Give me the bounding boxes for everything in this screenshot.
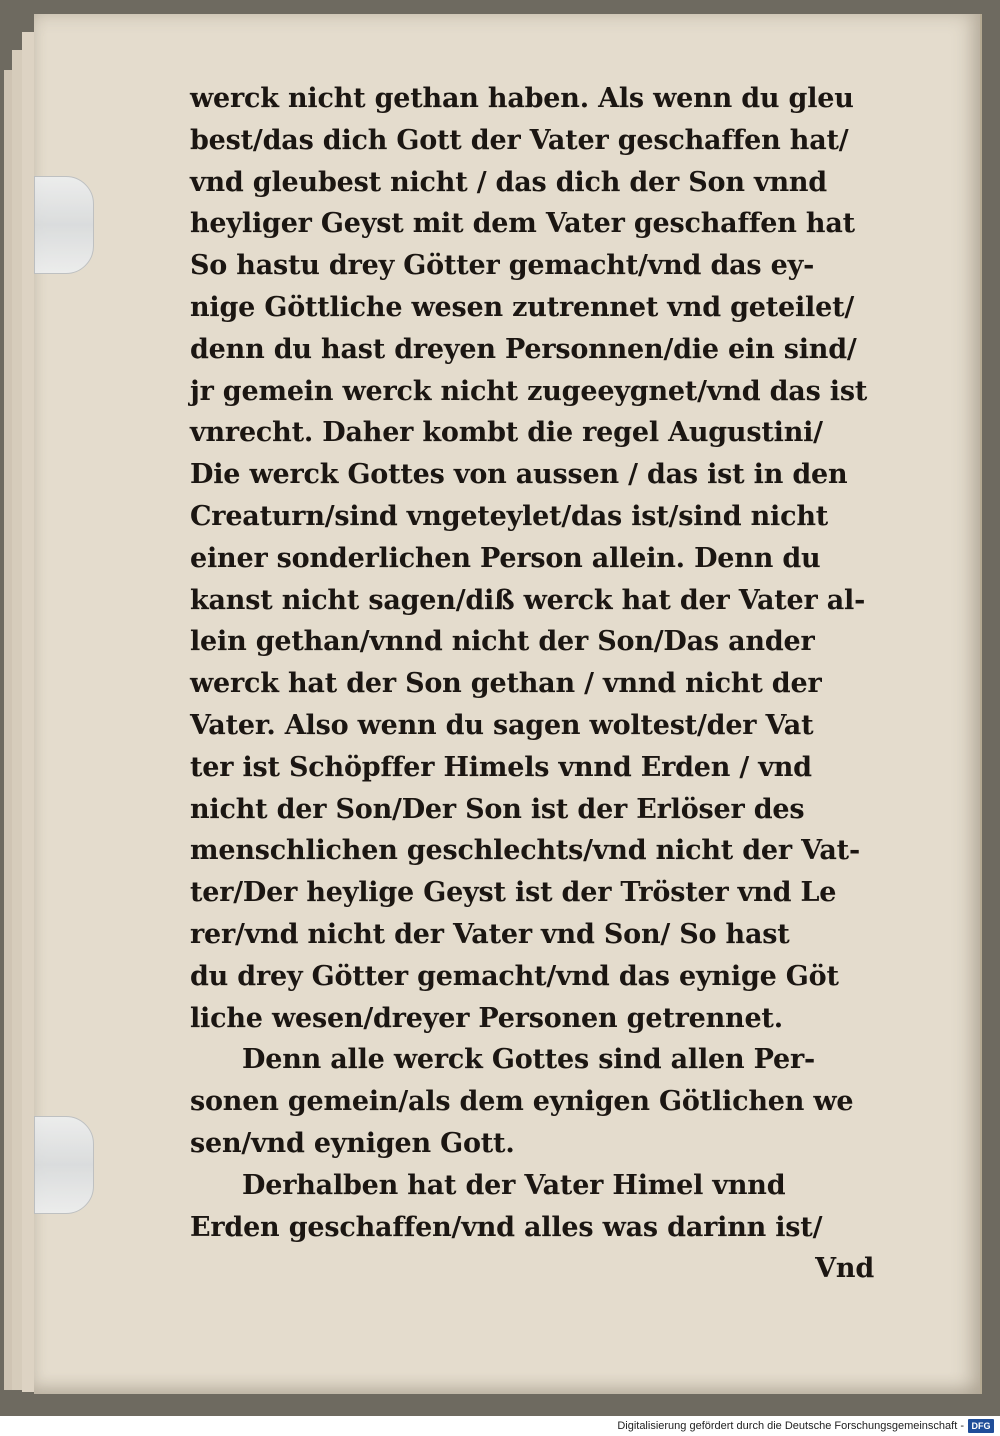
page-clip: [34, 1116, 94, 1214]
text-line: einer sonderlichen Person allein. Denn du: [190, 542, 821, 574]
footer-bar: [0, 1416, 1000, 1436]
text-line: menschlichen geschlechts/vnd nicht der Vat-: [190, 835, 860, 867]
text-line: werck nicht gethan haben. Als wenn du gleu: [190, 83, 854, 114]
text-line: kanst nicht sagen/diß werck hat der Vater al-: [190, 584, 866, 616]
dfg-logo-icon: DFG: [968, 1419, 994, 1433]
text-line: werck hat der Son gethan / vnnd nicht der: [190, 668, 822, 700]
text-line: Erden geschaffen/vnd alles was darinn ist/: [190, 1211, 823, 1243]
text-line: lein gethan/vnnd nicht der Son/Das ander: [190, 626, 815, 658]
text-line: Vater. Also wenn du sagen woltest/der Vat: [190, 709, 814, 741]
text-line: Creaturn/sind vngeteylet/das ist/sind nicht: [190, 500, 829, 532]
text-line: rer/vnd nicht der Vater vnd Son/ So hast: [190, 918, 790, 950]
catchword: Vnd: [815, 1253, 874, 1285]
text-line: nicht der Son/Der Son ist der Erlöser des: [190, 793, 805, 825]
page-clip: [34, 176, 94, 274]
text-line: liche wesen/dreyer Personen getrennet.: [190, 1002, 783, 1034]
text-line: best/das dich Gott der Vater geschaffen hat/: [190, 124, 849, 156]
text-line: ter/Der heylige Geyst ist der Tröster vnd Le: [190, 877, 837, 909]
page-text: [190, 78, 910, 1290]
text-line: sonen gemein/als dem eynigen Götlichen we: [190, 1086, 854, 1118]
text-line: vnd gleubest nicht / das dich der Son vnnd: [190, 166, 827, 198]
text-line: du drey Götter gemacht/vnd das eynige Göt: [190, 960, 839, 992]
text-line: sen/vnd eynigen Gott.: [190, 1127, 515, 1159]
text-line: So hastu drey Götter gemacht/vnd das ey-: [190, 250, 815, 282]
text-line: denn du hast dreyen Personnen/die ein sind/: [190, 333, 857, 365]
funding-credit: Digitalisierung gefördert durch die Deutsche Forschungsgemeinschaft -: [617, 1420, 964, 1432]
text-line: heyliger Geyst mit dem Vater geschaffen hat: [190, 208, 855, 240]
text-line: vnrecht. Daher kombt die regel Augustini/: [190, 417, 823, 449]
text-line: ter ist Schöpffer Himels vnnd Erden / vnd: [190, 751, 812, 783]
text-line: Die werck Gottes von aussen / das ist in den: [190, 459, 848, 491]
text-line: jr gemein werck nicht zugeeygnet/vnd das ist: [190, 375, 868, 407]
text-line: Denn alle werck Gottes sind allen Per-: [242, 1044, 815, 1076]
text-line: Derhalben hat der Vater Himel vnnd: [242, 1169, 786, 1201]
text-line: nige Göttliche wesen zutrennet vnd geteilet/: [190, 291, 855, 323]
